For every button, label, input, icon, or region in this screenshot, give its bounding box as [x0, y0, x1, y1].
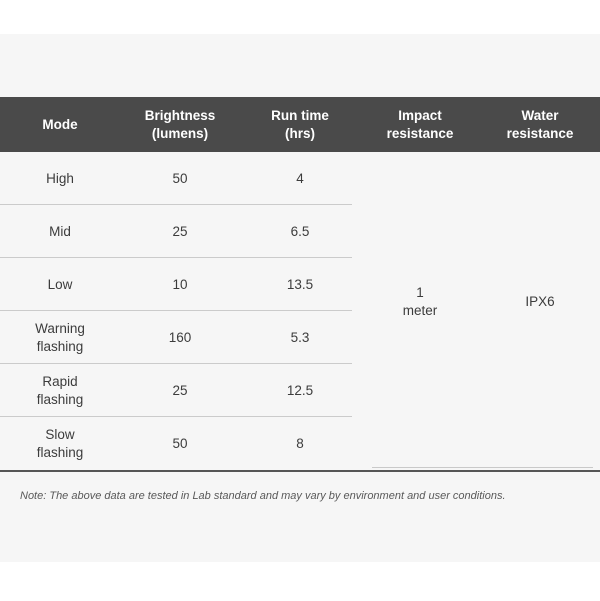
brightness-cell: 25 [172, 382, 188, 398]
runtime-cell: 5.3 [290, 329, 310, 345]
mode-cell: Rapid flashing [36, 373, 84, 407]
row-divider [0, 257, 352, 258]
runtime-cell: 4 [296, 170, 304, 186]
row-divider [0, 204, 352, 205]
runtime-cell: 6.5 [290, 223, 310, 239]
col-header-line: Brightness [144, 107, 216, 123]
col-header-line: Mode [42, 116, 78, 132]
col-header-line: Water [521, 107, 559, 123]
row-divider [0, 363, 352, 364]
footnote: Note: The above data are tested in Lab standard and may vary by environment and user conditions. [20, 490, 506, 502]
col-header-brightness [120, 97, 240, 152]
table-bottom-border [0, 470, 600, 472]
mode-cell: Warning flashing [35, 320, 85, 354]
table-row [0, 364, 360, 417]
table-row [0, 311, 360, 364]
mode-cell: High [46, 170, 74, 186]
col-header-line: resistance [386, 125, 454, 141]
brightness-cell: 50 [172, 170, 188, 186]
mode-cell: Mid [49, 223, 71, 239]
table-bottom-border-light [372, 467, 593, 468]
runtime-cell: 12.5 [286, 382, 314, 398]
col-header-line: Impact [398, 107, 442, 123]
col-header-line: resistance [506, 125, 574, 141]
row-divider [0, 416, 352, 417]
row-divider [0, 310, 352, 311]
col-header-impact [360, 97, 480, 152]
brightness-cell: 50 [172, 435, 188, 451]
table-row [0, 417, 360, 470]
table-row [0, 258, 360, 311]
col-header-runtime [240, 97, 360, 152]
brightness-cell: 160 [168, 329, 192, 345]
runtime-cell: 13.5 [286, 276, 314, 292]
brightness-cell: 25 [172, 223, 188, 239]
brightness-cell: 10 [172, 276, 188, 292]
water-resistance-cell: IPX6 [525, 294, 555, 309]
mode-cell: Low [47, 276, 73, 292]
col-header-mode [0, 97, 120, 152]
col-header-line: Run time [271, 107, 329, 123]
table-header-row [0, 97, 600, 152]
col-header-line: (hrs) [285, 125, 315, 141]
table-row [0, 205, 360, 258]
col-header-line: (lumens) [151, 125, 209, 141]
impact-resistance-cell: 1 meter [402, 285, 438, 318]
table-row [0, 152, 360, 205]
runtime-cell: 8 [296, 435, 304, 451]
mode-cell: Slow flashing [36, 426, 84, 460]
col-header-water [480, 97, 600, 152]
